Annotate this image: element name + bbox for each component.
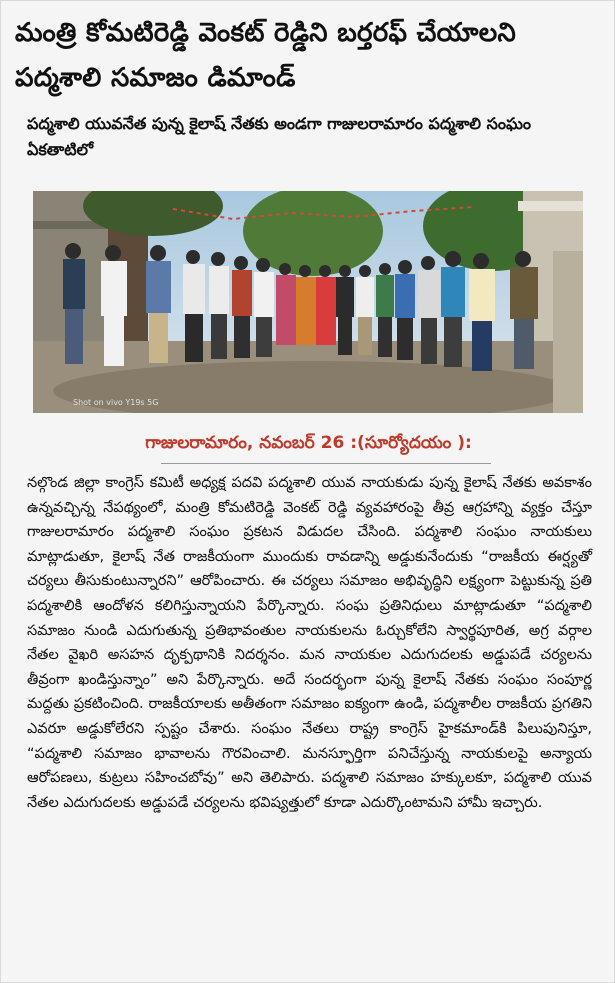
dateline: గాజులరామారం, నవంబర్ 26 :(సూర్యోదయం ): <box>145 433 472 453</box>
group-photo-illustration <box>33 191 583 413</box>
group-photo <box>33 191 583 413</box>
article-paragraph: నల్గొండ జిల్లా కాంగ్రెస్ కమిటీ అధ్యక్ష పదవి పద్మశాలి యువ నాయకుడు పున్న కైలాష్ నేతకు అవకాశం ఉన్నవచ్చిన్న నేపథ్యంలో, మంత్రి కోమటిరెడ్డి వెంకట్ రెడ్డి వ్యవహారంపై తీవ్ర ఆగ్రహాన్ని వ్యక్తం చేస్తూ గాజులరామారం పద్మశాలి సంఘం ప్రకటన విడుదల చేసింది. పద్మశాలి సంఘం నాయకులు మాట్లాడుతూ, కైలాష్ నేత రాజకీయంగా ముందుకు రావడాన్ని అడ్డుకునేందుకు “రాజకీయ ఈర్ష్యతో చర్యలు తీసుకుంటున్నారని” ఆరోపించారు. ఈ చర్యలు సమాజం అభివృద్ధిని లక్ష్యంగా పెట్టుకున్న ప్రతి పద్మశాలికి ఆందోళన కలిగిస్తున్నాయని పేర్కొన్నారు. సంఘ ప్రతినిధులు మాట్లాడుతూ “పద్మశాలి సమాజం నుండి ఎదుగుతున్న ప్రతిభావంతుల నాయకులను ఓర్చుకోలేని స్వార్థపూరిత, అగ్ర వర్గాల నేతల వైఖరి అసహన దృక్పథానికి నిదర్శనం. మన నాయకుల ఎదుగుదలకు అడ్డుపడే చర్యలను తీవ్రంగా ఖండిస్తున్నాం” అని పేర్కొన్నారు. అదే సందర్భంగా పున్న కైలాష్ నేతకు సంఘం సంపూర్ణ మద్దతు ప్రకటించింది. రాజకీయాలకు అతీతంగా సమాజం ఐక్యంగా ఉండి, పద్మశాలీల రాజకీయ ప్రగతిని ఎవరూ అడ్డుకోలేరని స్పష్టం చేశారు. సంఘం నేతలు రాష్ట్ర కాంగ్రెస్ హైకమాండ్‌కి పిలుపునిస్తూ, “పద్మశాలి సమాజం భావాలను గౌరవించాలి. మనస్ఫూర్తిగా పనిచేస్తున్న నాయకులపై అన్యాయ ఆరోపణలు, కుట్రలు సహించబోవు” అని తెలిపారు. పద్మశాలి సమాజం హక్కులకూ, పద్మశాలి యువ నేతల ఎదుగుదలకు అడ్డుపడే చర్యలను భవిష్యత్తులో కూడా ఎదుర్కొంటామని హామీ ఇచ్చారు. <box>27 475 592 811</box>
divider <box>161 463 491 464</box>
photo-watermark: Shot on vivo Y19s 5G <box>73 398 159 407</box>
subheadline: పద్మశాలి యువనేత పున్న కైలాష్ నేతకు అండగా గాజులరామారం పద్మశాలి సంఘం ఏకతాటిలో <box>27 114 531 159</box>
article-body <box>27 471 592 815</box>
headline: మంత్రి కోమటిరెడ్డి వెంకట్ రెడ్డిని బర్తరఫ్ చేయాలని పద్మశాలి సమాజం డిమాండ్ <box>15 18 517 93</box>
